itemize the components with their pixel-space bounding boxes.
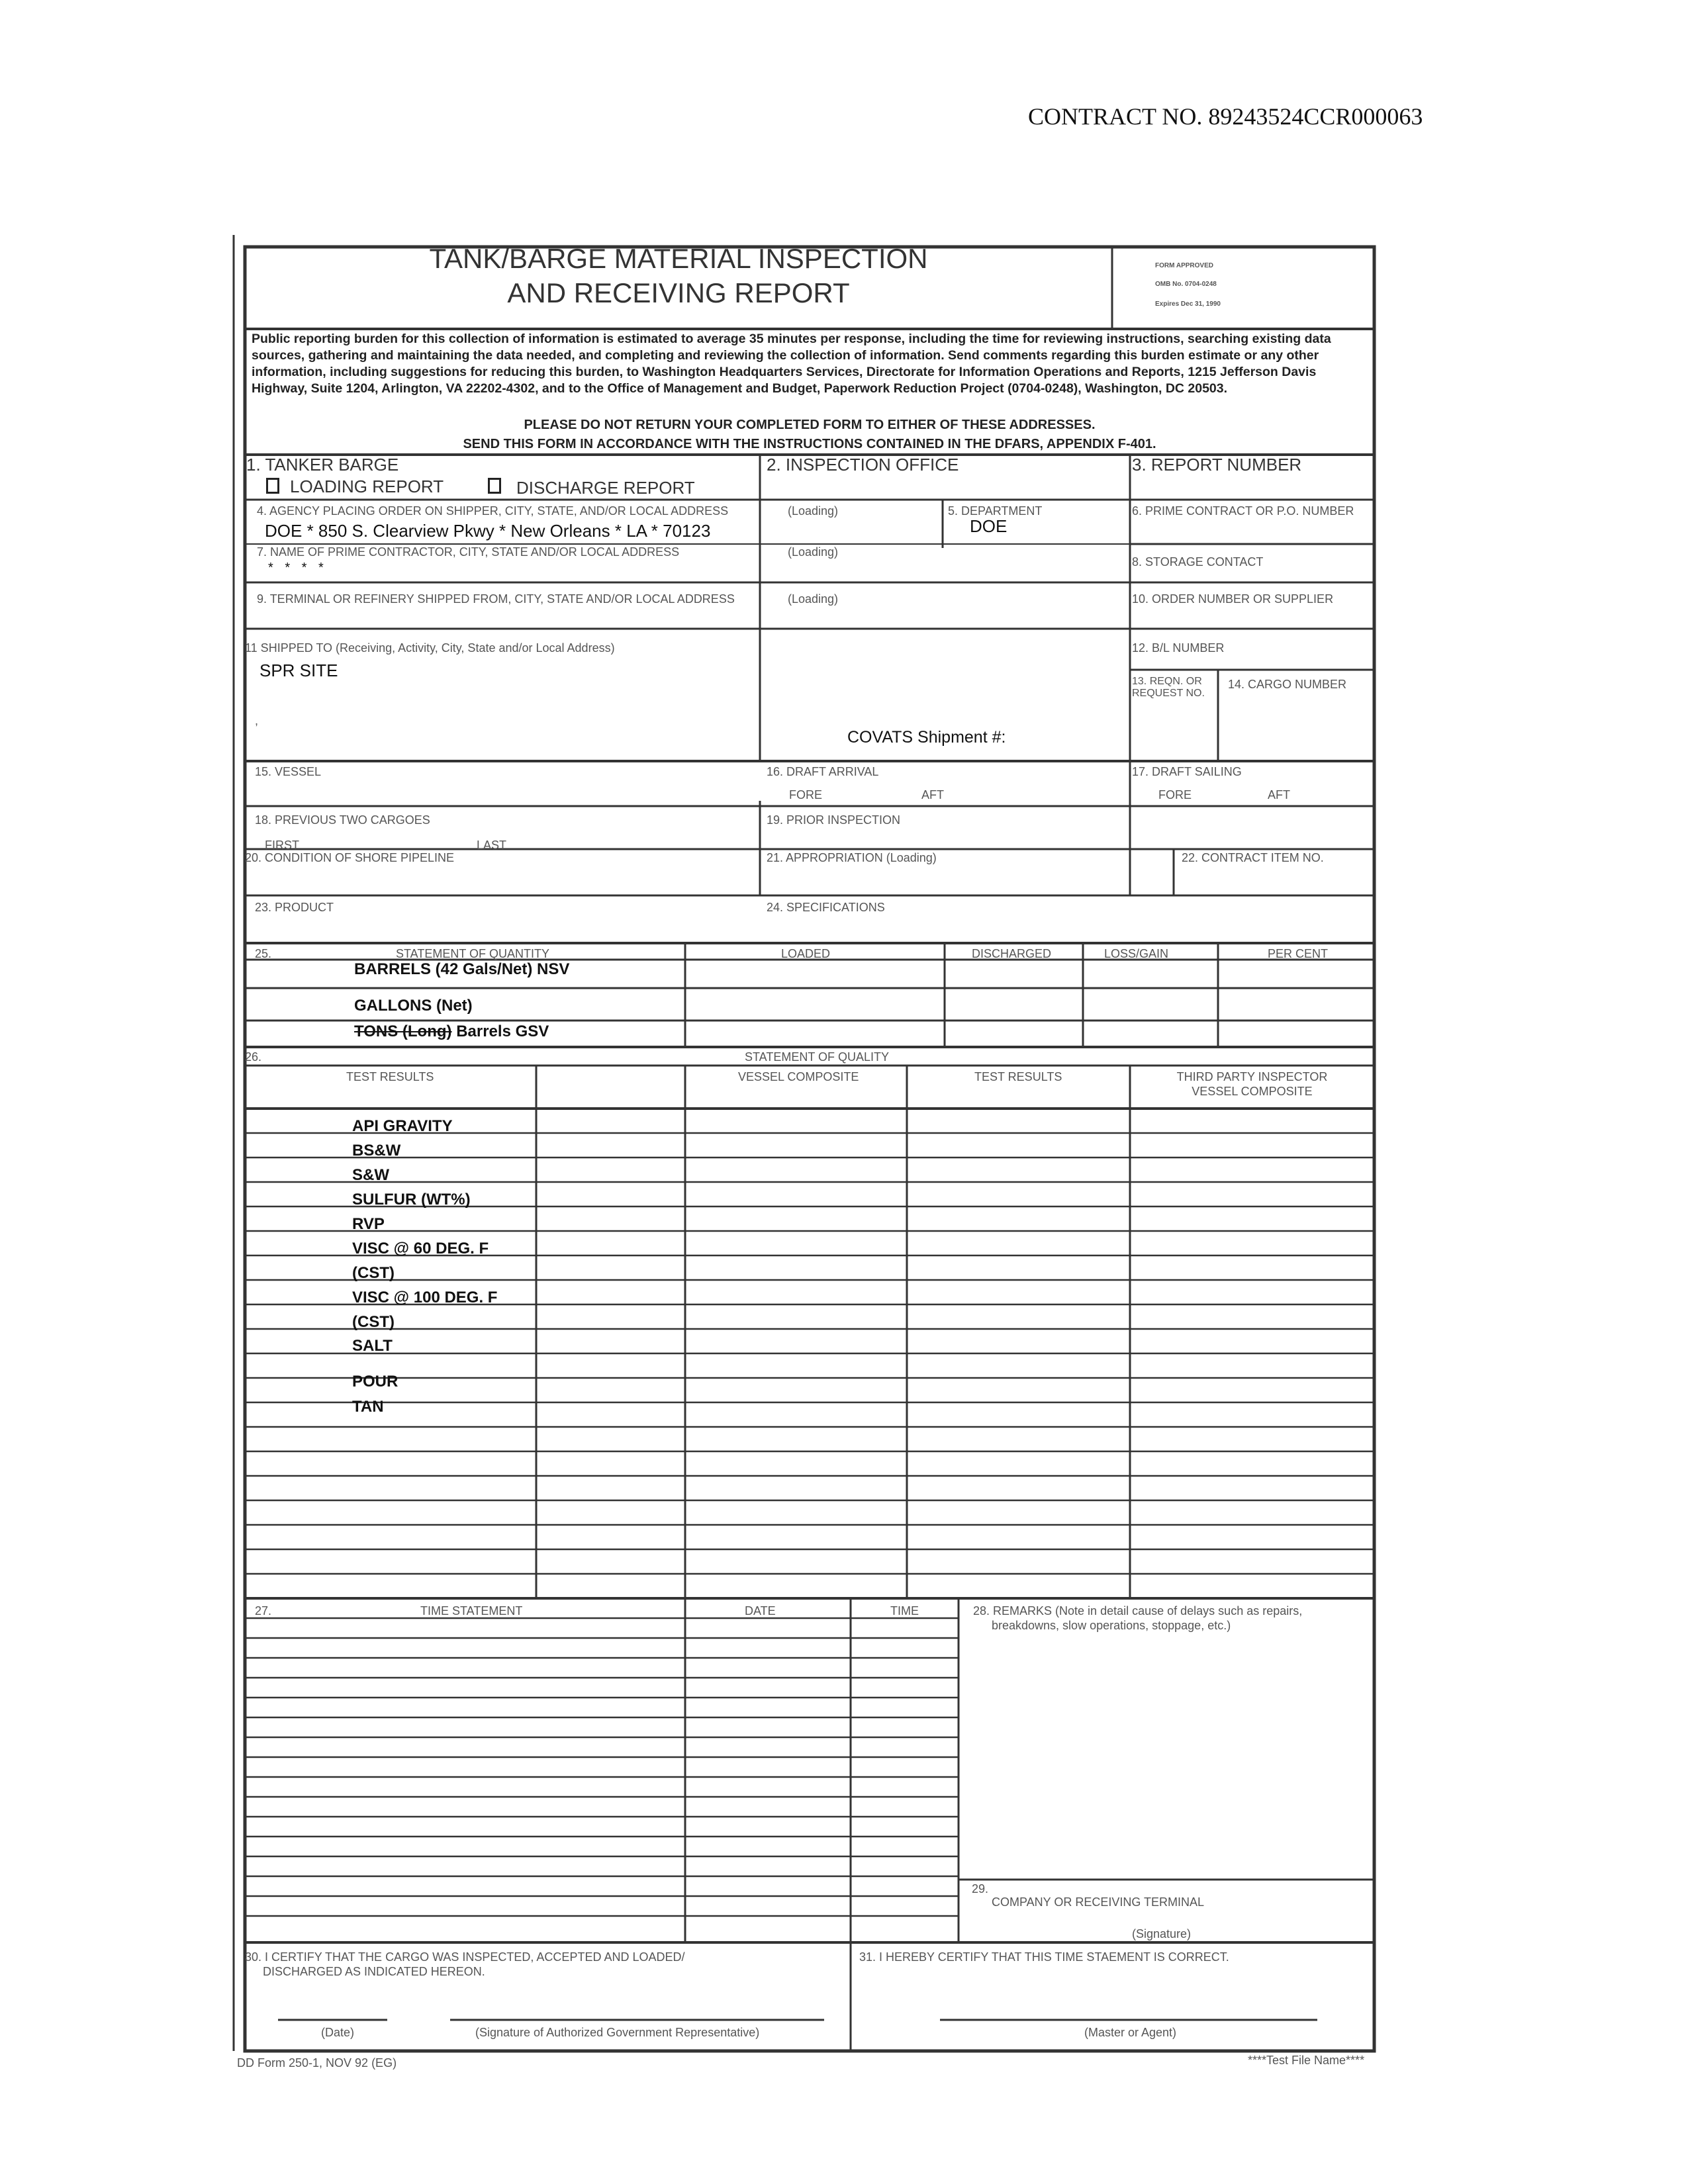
field-30-date-caption: (Date) (321, 2026, 355, 2039)
quality-col-test-results-1: TEST RESULTS (346, 1070, 434, 1083)
field-23-label: 23. PRODUCT (255, 901, 334, 914)
field-4-loading-tag: (Loading) (788, 504, 839, 518)
field-31-signature-caption: (Master or Agent) (1084, 2026, 1177, 2039)
quality-item: BS&W (352, 1142, 401, 1160)
field-9-loading-tag: (Loading) (788, 592, 839, 606)
field-28-label-2: breakdowns, slow operations, stoppage, etc.) (992, 1619, 1231, 1632)
field-25-number: 25. (255, 947, 272, 960)
field-21-label: 21. APPROPRIATION (Loading) (767, 851, 937, 864)
quality-item: VISC @ 100 DEG. F (352, 1289, 498, 1306)
contract-number: CONTRACT NO. 89243524CCR000063 (1028, 103, 1423, 130)
burden-statement: Public reporting burden for this collection of information is estimated to average 35 minutes per response, including the time for reviewing instructions, searching existing data sources, gathering and maintaining the data needed, and completing and reviewing the collection of information. Send comments regarding this burden estimate or any other information, including suggestions for reducing this burden, to Washington Headquarters Services, Directorate for Information Operations and Reports, 1215 Jefferson Davis Highway, Suite 1204, Arlington, VA 22202-4302, and to the Office of Management and Budget, Paperwork Reduction Project (0704-0248), Washington, DC 20503. (252, 332, 1331, 396)
field-26-number: 26. (245, 1050, 262, 1064)
quality-item: (CST) (352, 1313, 395, 1331)
field-29-signature: (Signature) (1132, 1927, 1192, 1940)
quality-item: RVP (352, 1215, 385, 1233)
quality-item: POUR (352, 1373, 399, 1390)
field-8-label: 8. STORAGE CONTACT (1132, 555, 1264, 569)
field-13-label-2: REQUEST NO. (1132, 688, 1205, 699)
quality-item: VISC @ 60 DEG. F (352, 1240, 489, 1257)
field-29-label: COMPANY OR RECEIVING TERMINAL (992, 1895, 1205, 1909)
field-30-signature-caption: (Signature of Authorized Government Representative) (475, 2026, 760, 2039)
quantity-title: STATEMENT OF QUANTITY (396, 947, 550, 960)
quality-col-vessel-composite: VESSEL COMPOSITE (738, 1070, 859, 1083)
field-30-label-1: 30. I CERTIFY THAT THE CARGO WAS INSPECTED, ACCEPTED AND LOADED/ (245, 1950, 685, 1964)
field-5-label: 5. DEPARTMENT (948, 504, 1043, 518)
field-15-label: 15. VESSEL (255, 765, 322, 778)
field-2-label: 2. INSPECTION OFFICE (767, 455, 959, 475)
field-4-label: 4. AGENCY PLACING ORDER ON SHIPPER, CITY, STATE, AND/OR LOCAL ADDRESS (257, 504, 729, 518)
field-22-label: 22. CONTRACT ITEM NO. (1182, 851, 1324, 864)
field-30-label-2: DISCHARGED AS INDICATED HEREON. (263, 1965, 485, 1978)
field-11-value[interactable]: SPR SITE (259, 660, 338, 680)
field-29-number: 29. (972, 1882, 989, 1895)
field-16-fore: FORE (789, 788, 823, 801)
field-11-mark: , (255, 714, 259, 727)
field-11-label: 11 SHIPPED TO (Receiving, Activity, City, State and/or Local Address) (245, 641, 615, 655)
quality-item: API GRAVITY (352, 1117, 453, 1135)
time-col-time: TIME (890, 1604, 919, 1617)
quantity-col-discharged: DISCHARGED (972, 947, 1052, 960)
covats-shipment-label: COVATS Shipment #: (847, 728, 1006, 747)
quality-item: SALT (352, 1337, 393, 1355)
quality-item: TAN (352, 1398, 384, 1416)
time-col-date: DATE (745, 1604, 776, 1617)
barrels-gsv: Barrels GSV (451, 1023, 549, 1040)
field-7-label: 7. NAME OF PRIME CONTRACTOR, CITY, STATE AND/OR LOCAL ADDRESS (257, 545, 680, 559)
quantity-col-percent: PER CENT (1268, 947, 1329, 960)
field-20-label: 20. CONDITION OF SHORE PIPELINE (245, 851, 455, 864)
discharge-report-label: DISCHARGE REPORT (516, 478, 695, 498)
field-3-label: 3. REPORT NUMBER (1132, 455, 1302, 475)
field-7-value[interactable]: * * * * (268, 561, 328, 575)
form-approved: FORM APPROVED (1155, 262, 1213, 269)
notice-line-2: SEND THIS FORM IN ACCORDANCE WITH THE INSTRUCTIONS CONTAINED IN THE DFARS, APPENDIX F-401. (463, 437, 1156, 451)
field-17-label: 17. DRAFT SAILING (1132, 765, 1242, 778)
field-7-loading-tag: (Loading) (788, 545, 839, 559)
quality-item: S&W (352, 1166, 389, 1184)
field-24-label: 24. SPECIFICATIONS (767, 901, 885, 914)
form-title-line1: TANK/BARGE MATERIAL INSPECTION (429, 243, 928, 274)
field-18-first: FIRST (265, 839, 299, 852)
field-9-label: 9. TERMINAL OR REFINERY SHIPPED FROM, CITY, STATE AND/OR LOCAL ADDRESS (257, 592, 735, 606)
time-statement-title: TIME STATEMENT (420, 1604, 523, 1617)
field-13-label-1: 13. REQN. OR (1132, 676, 1202, 687)
field-18-last: LAST (477, 839, 507, 852)
discharge-report-checkbox[interactable] (488, 478, 501, 494)
omb-number: OMB No. 0704-0248 (1155, 281, 1217, 288)
field-17-aft: AFT (1268, 788, 1290, 801)
notice-line-1: PLEASE DO NOT RETURN YOUR COMPLETED FORM TO EITHER OF THESE ADDRESSES. (524, 418, 1096, 432)
field-16-label: 16. DRAFT ARRIVAL (767, 765, 879, 778)
field-5-value[interactable]: DOE (970, 516, 1008, 536)
quantity-row-barrels: BARRELS (42 Gals/Net) NSV (354, 960, 570, 978)
field-28-label-1: 28. REMARKS (Note in detail cause of delays such as repairs, (973, 1604, 1303, 1617)
field-19-label: 19. PRIOR INSPECTION (767, 813, 901, 827)
loading-report-checkbox[interactable] (266, 478, 279, 494)
field-16-aft: AFT (921, 788, 944, 801)
quality-item: SULFUR (WT%) (352, 1191, 471, 1208)
field-17-fore: FORE (1158, 788, 1192, 801)
field-14-label: 14. CARGO NUMBER (1228, 678, 1347, 691)
quantity-row-tons-barrels (354, 1024, 549, 1040)
field-4-value[interactable]: DOE * 850 S. Clearview Pkwy * New Orleans * LA * 70123 (265, 521, 711, 541)
field-1-label: 1. TANKER BARGE (246, 455, 399, 475)
loading-report-label: LOADING REPORT (290, 477, 444, 496)
quantity-col-loss-gain: LOSS/GAIN (1104, 947, 1169, 960)
form-title-line2: AND RECEIVING REPORT (507, 277, 850, 308)
quantity-row-gallons: GALLONS (Net) (354, 997, 473, 1015)
expiration-date: Expires Dec 31, 1990 (1155, 300, 1221, 308)
field-12-label: 12. B/L NUMBER (1132, 641, 1225, 655)
quality-item: (CST) (352, 1264, 395, 1282)
quality-title: STATEMENT OF QUALITY (745, 1050, 890, 1064)
test-file-footer: ****Test File Name**** (1248, 2054, 1365, 2067)
tons-long-struck: TONS (Long) (354, 1023, 452, 1040)
quality-col-third-party: THIRD PARTY INSPECTOR (1176, 1070, 1328, 1083)
quantity-col-loaded: LOADED (781, 947, 831, 960)
quality-col-third-party-composite: VESSEL COMPOSITE (1192, 1085, 1313, 1098)
field-18-label: 18. PREVIOUS TWO CARGOES (255, 813, 430, 827)
field-6-label: 6. PRIME CONTRACT OR P.O. NUMBER (1132, 504, 1354, 518)
field-31-label: 31. I HEREBY CERTIFY THAT THIS TIME STAEMENT IS CORRECT. (859, 1950, 1229, 1964)
field-27-number: 27. (255, 1604, 272, 1617)
form-number-footer: DD Form 250-1, NOV 92 (EG) (237, 2056, 397, 2070)
remarks-area[interactable] (961, 1638, 1372, 1876)
quality-col-test-results-2: TEST RESULTS (974, 1070, 1062, 1083)
field-10-label: 10. ORDER NUMBER OR SUPPLIER (1132, 592, 1334, 606)
